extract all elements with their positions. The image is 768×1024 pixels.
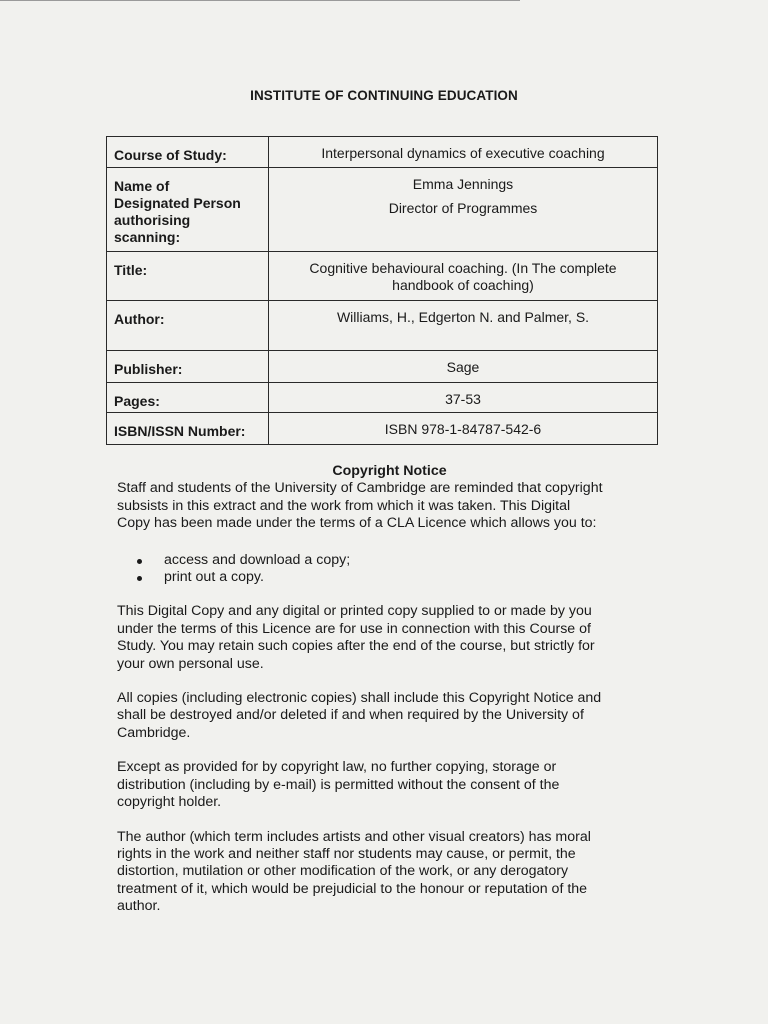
table-row-publisher: [107, 351, 658, 383]
page-title: INSTITUTE OF CONTINUING EDUCATION: [250, 88, 518, 103]
title-value: [269, 252, 658, 301]
designated-label-line: Designated Person: [114, 195, 241, 211]
list-item-text: access and download a copy;: [164, 551, 351, 568]
paragraph-line: your own personal use.: [117, 655, 264, 672]
designated-person-label: [107, 168, 269, 252]
paragraph-line: The author (which term includes artists and other visual creators) has moral: [117, 828, 591, 845]
bullet-icon: [137, 559, 142, 564]
publisher-value: Sage: [269, 351, 658, 383]
publisher-label: Publisher:: [107, 351, 269, 383]
paragraph-line: This Digital Copy and any digital or printed copy supplied to or made by you: [117, 603, 592, 620]
table-row-pages: [107, 383, 658, 413]
copyright-intro: [117, 480, 662, 532]
designated-label-line: Name of: [114, 178, 170, 194]
copyright-notice: [117, 463, 662, 916]
table-row-title: [107, 252, 658, 301]
copyright-paragraph-use: [117, 603, 662, 673]
table-row-author: [107, 301, 658, 351]
course-label: Course of Study:: [107, 137, 269, 168]
intro-line: subsists in this extract and the work from which it was taken. This Digital: [117, 497, 571, 514]
designated-label-line: authorising: [114, 212, 191, 228]
paragraph-line: Study. You may retain such copies after the end of the course, but strictly for: [117, 638, 595, 655]
paragraph-line: All copies (including electronic copies) shall include this Copyright Notice and: [117, 690, 602, 707]
isbn-value: ISBN 978-1-84787-542-6: [269, 413, 658, 445]
copyright-paragraph-copies: [117, 690, 662, 742]
intro-line: Copy has been made under the terms of a CLA Licence which allows you to:: [117, 515, 597, 532]
paragraph-line: shall be destroyed and/or deleted if and when required by the University of: [117, 707, 584, 724]
course-value: Interpersonal dynamics of executive coaching: [269, 137, 658, 168]
designated-person-value: [269, 168, 658, 252]
paragraph-line: Except as provided for by copyright law, no further copying, storage or: [117, 759, 557, 776]
list-item-text: print out a copy.: [164, 569, 264, 586]
designated-person-name: Emma Jennings: [412, 176, 514, 192]
designated-person-role: Director of Programmes: [388, 200, 538, 216]
copyright-notice-heading: Copyright Notice: [332, 463, 447, 479]
paragraph-line: under the terms of this Licence are for use in connection with this Course of: [117, 620, 591, 637]
bullet-icon: [137, 576, 142, 581]
pages-label: Pages:: [107, 383, 269, 413]
paragraph-line: rights in the work and neither staff nor students may cause, or permit, the: [117, 845, 576, 862]
list-item: [137, 552, 662, 569]
author-value: Williams, H., Edgerton N. and Palmer, S.: [269, 301, 658, 351]
title-value-line: handbook of coaching): [392, 277, 534, 293]
table-row-isbn: [107, 413, 658, 445]
title-value-line: Cognitive behavioural coaching. (In The complete: [309, 260, 617, 276]
copyright-paragraph-law: [117, 759, 662, 811]
scan-edge-line: [0, 0, 520, 1]
paragraph-line: distribution (including by e-mail) is permitted without the consent of the: [117, 776, 560, 793]
list-item: [137, 569, 662, 586]
paragraph-line: distortion, mutilation or other modification of the work, or any derogatory: [117, 863, 569, 880]
permissions-list: [117, 552, 662, 587]
table-row-designated-person: [107, 168, 658, 252]
paragraph-line: copyright holder.: [117, 794, 222, 811]
intro-line: Staff and students of the University of Cambridge are reminded that copyright: [117, 480, 603, 497]
table-row-course: [107, 137, 658, 168]
isbn-label: ISBN/ISSN Number:: [107, 413, 269, 445]
paragraph-line: author.: [117, 898, 161, 915]
designated-label-line: scanning:: [114, 229, 181, 245]
paragraph-line: Cambridge.: [117, 724, 191, 741]
pages-value: 37-53: [269, 383, 658, 413]
document-details-table: [106, 136, 658, 445]
copyright-paragraph-moral-rights: [117, 829, 662, 916]
paragraph-line: treatment of it, which would be prejudicial to the honour or reputation of the: [117, 880, 588, 897]
title-label: Title:: [107, 252, 269, 301]
author-label: Author:: [107, 301, 269, 351]
